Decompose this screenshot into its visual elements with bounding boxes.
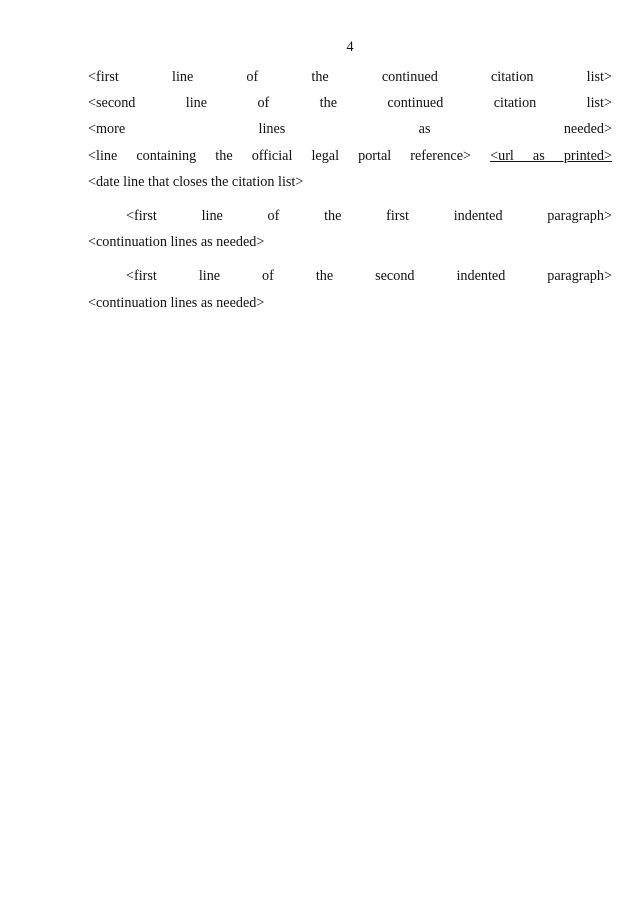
opening-text (88, 64, 612, 195)
text-line: <line containing the official legal portal reference> (88, 147, 472, 164)
text-line: <first line of the second indented paragraph> (126, 268, 612, 285)
page-number: 4 (346, 39, 354, 55)
official-portal-line (88, 143, 612, 169)
paragraph-1 (88, 203, 612, 255)
text-line: <date line that closes the citation list> (88, 173, 304, 190)
document-body (88, 64, 612, 316)
text-line: <first line of the first indented paragraph> (126, 207, 612, 224)
text-line: <second line of the continued citation list> (88, 95, 612, 112)
paragraph-2 (88, 263, 612, 315)
text-line: <continuation lines as needed> (88, 294, 265, 311)
text-line: <continuation lines as needed> (88, 234, 265, 251)
text-line: <more lines as needed> (88, 121, 612, 138)
text-line: <first line of the continued citation list> (88, 69, 612, 85)
portal-url-link[interactable]: <url as printed> (490, 147, 613, 164)
